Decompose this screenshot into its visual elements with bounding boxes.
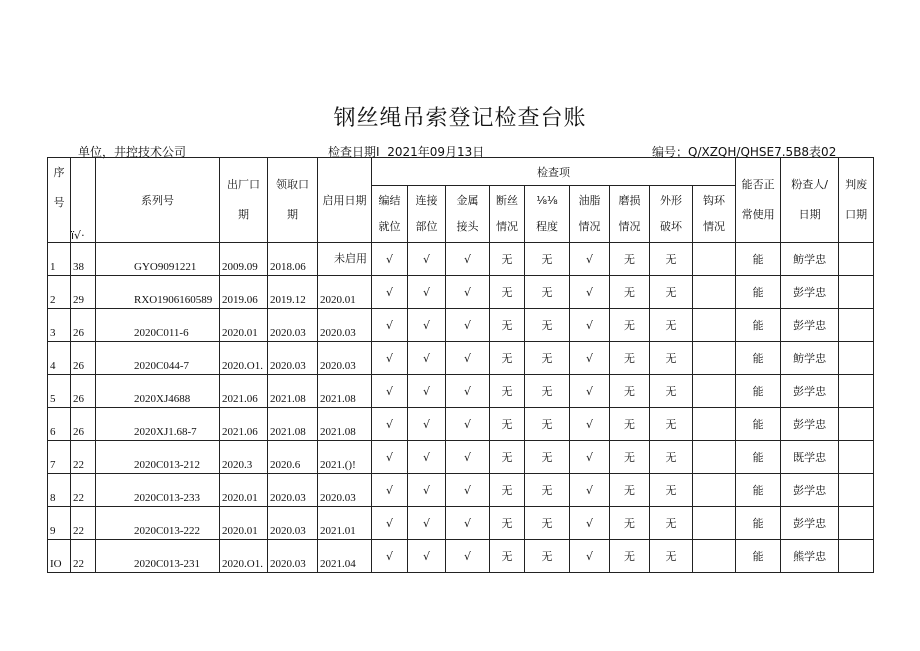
cell-check-3: √ (446, 507, 490, 540)
cell-check-5: 无 (525, 441, 570, 474)
cell-check-7: 无 (610, 540, 650, 573)
cell-check-6: √ (570, 276, 610, 309)
cell-seq: 9 (48, 507, 71, 540)
cell-factory: 2021.06 (220, 375, 268, 408)
table-row (48, 441, 874, 474)
cell-check-1: √ (372, 408, 408, 441)
cell-check-3: √ (446, 375, 490, 408)
cell-seq: 2 (48, 276, 71, 309)
item-header-1-top: 编结 (378, 194, 401, 207)
inspection-group-header: 检查项 (372, 158, 736, 186)
cell-usable: 能 (736, 375, 781, 408)
item-header-3 (446, 186, 490, 243)
cell-series: GYO9091221 (96, 243, 220, 276)
cell-seq: 4 (48, 342, 71, 375)
cell-check-7: 无 (610, 309, 650, 342)
table-row (48, 507, 874, 540)
col-series-header: 系列号 (96, 158, 220, 243)
cell-check-2: √ (408, 408, 446, 441)
cell-enable: 2021.04 (318, 540, 372, 573)
table-row (48, 474, 874, 507)
cell-inspector: 彭学忠 (781, 474, 839, 507)
item-header-9-bottom: 情况 (703, 220, 726, 233)
cell-usable: 能 (736, 276, 781, 309)
cell-check-7: 无 (610, 375, 650, 408)
item-header-3-bottom: 接头 (456, 220, 479, 233)
cell-check-5: 无 (525, 540, 570, 573)
cell-check-1: √ (372, 276, 408, 309)
cell-factory: 2020.01 (220, 309, 268, 342)
cell-receive: 2020.03 (268, 309, 318, 342)
cell-check-2: √ (408, 540, 446, 573)
check-date-label: 检查日期I (328, 145, 380, 159)
cell-inspector: 鲂学忠 (781, 342, 839, 375)
cell-enable: 2021.08 (318, 408, 372, 441)
cell-inspector: 彭学忠 (781, 276, 839, 309)
table-row (48, 540, 874, 573)
cell-series: RXO1906160589 (96, 276, 220, 309)
cell-check-9 (693, 375, 736, 408)
cell-check-6: √ (570, 309, 610, 342)
cell-check-9 (693, 309, 736, 342)
item-header-5-top: ⅛⅛ (536, 194, 558, 207)
cell-seq: 6 (48, 408, 71, 441)
cell-series: 2020C011-6 (96, 309, 220, 342)
cell-check-1: √ (372, 243, 408, 276)
cell-check-7: 无 (610, 408, 650, 441)
cell-series: 2020XJ4688 (96, 375, 220, 408)
cell-check-6: √ (570, 474, 610, 507)
cell-check-2: √ (408, 243, 446, 276)
cell-check-1: √ (372, 342, 408, 375)
cell-check-3: √ (446, 243, 490, 276)
cell-inspector: 彭学忠 (781, 408, 839, 441)
cell-enable: 2020.03 (318, 309, 372, 342)
cell-check-2: √ (408, 276, 446, 309)
item-header-6 (570, 186, 610, 243)
cell-check-4: 无 (490, 474, 525, 507)
cell-check-5: 无 (525, 276, 570, 309)
cell-scrap (839, 276, 874, 309)
col-factory-header-bottom: 期 (238, 208, 249, 221)
cell-count: 26 (71, 309, 96, 342)
cell-check-3: √ (446, 309, 490, 342)
cell-check-9 (693, 408, 736, 441)
col-scrap-header-top: 判废 (845, 178, 868, 191)
cell-check-6: √ (570, 408, 610, 441)
cell-enable: 2020.01 (318, 276, 372, 309)
cell-check-3: √ (446, 540, 490, 573)
table-body (48, 243, 874, 573)
cell-check-3: √ (446, 474, 490, 507)
cell-scrap (839, 540, 874, 573)
cell-count: 22 (71, 540, 96, 573)
cell-check-9 (693, 540, 736, 573)
cell-scrap (839, 309, 874, 342)
item-header-3-top: 金属 (456, 194, 479, 207)
cell-check-9 (693, 441, 736, 474)
cell-check-5: 无 (525, 342, 570, 375)
cell-check-3: √ (446, 408, 490, 441)
cell-usable: 能 (736, 342, 781, 375)
cell-inspector: 彭学忠 (781, 309, 839, 342)
document-code: 编号；Q/XZQH/QHSE7.5B8表02 (652, 145, 837, 159)
cell-check-9 (693, 342, 736, 375)
col-inspector-header-bottom: 日期 (798, 208, 821, 221)
cell-enable: 2020.03 (318, 342, 372, 375)
cell-inspector: 彭学忠 (781, 375, 839, 408)
cell-check-7: 无 (610, 276, 650, 309)
col-receive-header-top: 领取口 (276, 178, 309, 191)
cell-check-2: √ (408, 342, 446, 375)
cell-series: 2020C044-7 (96, 342, 220, 375)
cell-factory: 2009.09 (220, 243, 268, 276)
cell-check-9 (693, 507, 736, 540)
item-header-1-bottom: 就位 (378, 220, 401, 233)
cell-series: 2020C013-231 (96, 540, 220, 573)
cell-count: 38 (71, 243, 96, 276)
cell-scrap (839, 507, 874, 540)
cell-check-9 (693, 276, 736, 309)
unit-label: 单位，井控技术公司 (78, 145, 187, 159)
cell-factory: 2020.O1. (220, 540, 268, 573)
cell-seq: 8 (48, 474, 71, 507)
table-row (48, 309, 874, 342)
cell-check-7: 无 (610, 507, 650, 540)
cell-check-6: √ (570, 441, 610, 474)
cell-count: 26 (71, 375, 96, 408)
cell-usable: 能 (736, 243, 781, 276)
cell-check-5: 无 (525, 243, 570, 276)
col-usable-header (736, 158, 781, 243)
cell-check-6: √ (570, 342, 610, 375)
item-header-4-top: 断丝 (496, 194, 518, 207)
cell-inspector: 鲂学忠 (781, 243, 839, 276)
col-enable-header: 启用日期 (318, 158, 372, 243)
cell-usable: 能 (736, 474, 781, 507)
cell-receive: 2020.03 (268, 507, 318, 540)
cell-series: 2020C013-222 (96, 507, 220, 540)
cell-factory: 2020.3 (220, 441, 268, 474)
cell-check-5: 无 (525, 309, 570, 342)
item-header-4 (490, 186, 525, 243)
cell-check-8: 无 (650, 408, 693, 441)
cell-check-3: √ (446, 441, 490, 474)
cell-check-3: √ (446, 276, 490, 309)
item-header-9 (693, 186, 736, 243)
col-count-header: ï√· (71, 158, 96, 243)
cell-check-4: 无 (490, 408, 525, 441)
cell-check-6: √ (570, 375, 610, 408)
cell-scrap (839, 408, 874, 441)
table-row (48, 408, 874, 441)
cell-scrap (839, 441, 874, 474)
cell-receive: 2020.6 (268, 441, 318, 474)
cell-check-1: √ (372, 540, 408, 573)
cell-inspector: 既学忠 (781, 441, 839, 474)
cell-check-8: 无 (650, 474, 693, 507)
cell-factory: 2020.01 (220, 507, 268, 540)
cell-check-6: √ (570, 540, 610, 573)
item-header-2 (408, 186, 446, 243)
cell-count: 26 (71, 342, 96, 375)
cell-usable: 能 (736, 441, 781, 474)
ledger-table (47, 157, 874, 573)
item-header-2-top: 连接 (415, 194, 438, 207)
cell-check-2: √ (408, 309, 446, 342)
item-header-8 (650, 186, 693, 243)
item-header-6-bottom: 情况 (578, 220, 601, 233)
cell-check-5: 无 (525, 375, 570, 408)
cell-seq: 5 (48, 375, 71, 408)
cell-scrap (839, 474, 874, 507)
cell-check-4: 无 (490, 276, 525, 309)
cell-check-4: 无 (490, 309, 525, 342)
cell-check-7: 无 (610, 342, 650, 375)
cell-check-1: √ (372, 309, 408, 342)
cell-check-1: √ (372, 474, 408, 507)
cell-check-1: √ (372, 507, 408, 540)
cell-enable: 未启用 (318, 243, 372, 276)
cell-enable: 2021.08 (318, 375, 372, 408)
cell-check-4: 无 (490, 540, 525, 573)
cell-check-6: √ (570, 243, 610, 276)
cell-check-4: 无 (490, 375, 525, 408)
cell-check-1: √ (372, 375, 408, 408)
cell-usable: 能 (736, 540, 781, 573)
col-seq-header-top: 序 (53, 166, 65, 179)
cell-receive: 2020.03 (268, 474, 318, 507)
item-header-8-bottom: 破坏 (660, 220, 682, 233)
cell-factory: 2021.06 (220, 408, 268, 441)
cell-check-6: √ (570, 507, 610, 540)
col-usable-header-bottom: 常使用 (741, 208, 775, 221)
cell-check-7: 无 (610, 243, 650, 276)
cell-check-9 (693, 243, 736, 276)
cell-check-4: 无 (490, 441, 525, 474)
cell-count: 22 (71, 474, 96, 507)
cell-receive: 2020.03 (268, 342, 318, 375)
cell-check-8: 无 (650, 441, 693, 474)
cell-usable: 能 (736, 309, 781, 342)
cell-check-8: 无 (650, 342, 693, 375)
cell-inspector: 熊学忠 (781, 540, 839, 573)
item-header-7-bottom: 情况 (618, 220, 641, 233)
cell-factory: 2020.01 (220, 474, 268, 507)
cell-check-7: 无 (610, 441, 650, 474)
cell-series: 2020C013-233 (96, 474, 220, 507)
cell-check-2: √ (408, 474, 446, 507)
cell-check-2: √ (408, 375, 446, 408)
cell-series: 2020XJ1.68-7 (96, 408, 220, 441)
item-header-8-top: 外形 (660, 194, 682, 207)
cell-check-4: 无 (490, 243, 525, 276)
cell-check-8: 无 (650, 507, 693, 540)
cell-count: 29 (71, 276, 96, 309)
table-row (48, 276, 874, 309)
cell-check-8: 无 (650, 243, 693, 276)
col-seq-header-bottom: 号 (53, 196, 65, 209)
cell-seq: 1 (48, 243, 71, 276)
cell-factory: 2019.06 (220, 276, 268, 309)
col-scrap-header-bottom: 口期 (845, 208, 868, 221)
cell-enable: 2021.()! (318, 441, 372, 474)
cell-scrap (839, 342, 874, 375)
cell-inspector: 彭学忠 (781, 507, 839, 540)
table-row (48, 375, 874, 408)
cell-check-8: 无 (650, 309, 693, 342)
item-header-4-bottom: 情况 (496, 220, 518, 233)
cell-check-5: 无 (525, 507, 570, 540)
cell-check-5: 无 (525, 474, 570, 507)
cell-check-4: 无 (490, 507, 525, 540)
cell-check-2: √ (408, 507, 446, 540)
item-header-1 (372, 186, 408, 243)
cell-check-8: 无 (650, 276, 693, 309)
item-header-7 (610, 186, 650, 243)
cell-enable: 2021.01 (318, 507, 372, 540)
col-receive-header (268, 158, 318, 243)
cell-receive: 2020.03 (268, 540, 318, 573)
cell-count: 22 (71, 441, 96, 474)
cell-scrap (839, 243, 874, 276)
cell-seq: IO (48, 540, 71, 573)
cell-check-8: 无 (650, 375, 693, 408)
col-factory-header (220, 158, 268, 243)
col-usable-header-top: 能否正 (741, 178, 775, 191)
check-date-value: 2021年09月13日 (387, 145, 485, 159)
cell-seq: 3 (48, 309, 71, 342)
item-header-7-top: 磨损 (618, 194, 641, 207)
cell-enable: 2020.03 (318, 474, 372, 507)
document-title: 钢丝绳吊索登记检查台账 (333, 106, 587, 131)
cell-check-1: √ (372, 441, 408, 474)
item-header-9-top: 钩环 (703, 194, 726, 207)
item-header-5 (525, 186, 570, 243)
cell-count: 22 (71, 507, 96, 540)
col-inspector-header-top: 粉查人/ (791, 178, 828, 191)
table-row (48, 243, 874, 276)
header-row-main (48, 158, 874, 186)
cell-check-7: 无 (610, 474, 650, 507)
cell-usable: 能 (736, 507, 781, 540)
cell-receive: 2019.12 (268, 276, 318, 309)
col-inspector-header (781, 158, 839, 243)
cell-count: 26 (71, 408, 96, 441)
cell-receive: 2018.06 (268, 243, 318, 276)
cell-check-5: 无 (525, 408, 570, 441)
cell-check-8: 无 (650, 540, 693, 573)
table-row (48, 342, 874, 375)
cell-usable: 能 (736, 408, 781, 441)
cell-receive: 2021.08 (268, 408, 318, 441)
item-header-6-top: 油脂 (578, 194, 601, 207)
cell-check-9 (693, 474, 736, 507)
cell-seq: 7 (48, 441, 71, 474)
cell-receive: 2021.08 (268, 375, 318, 408)
col-factory-header-top: 出厂口 (227, 178, 260, 191)
cell-scrap (839, 375, 874, 408)
cell-series: 2020C013-212 (96, 441, 220, 474)
cell-check-3: √ (446, 342, 490, 375)
item-header-5-bottom: 程度 (536, 220, 558, 233)
cell-factory: 2020.O1. (220, 342, 268, 375)
cell-check-2: √ (408, 441, 446, 474)
col-scrap-header (839, 158, 874, 243)
item-header-2-bottom: 部位 (415, 220, 438, 233)
col-receive-header-bottom: 期 (287, 208, 298, 221)
col-seq-header (48, 158, 71, 243)
cell-check-4: 无 (490, 342, 525, 375)
